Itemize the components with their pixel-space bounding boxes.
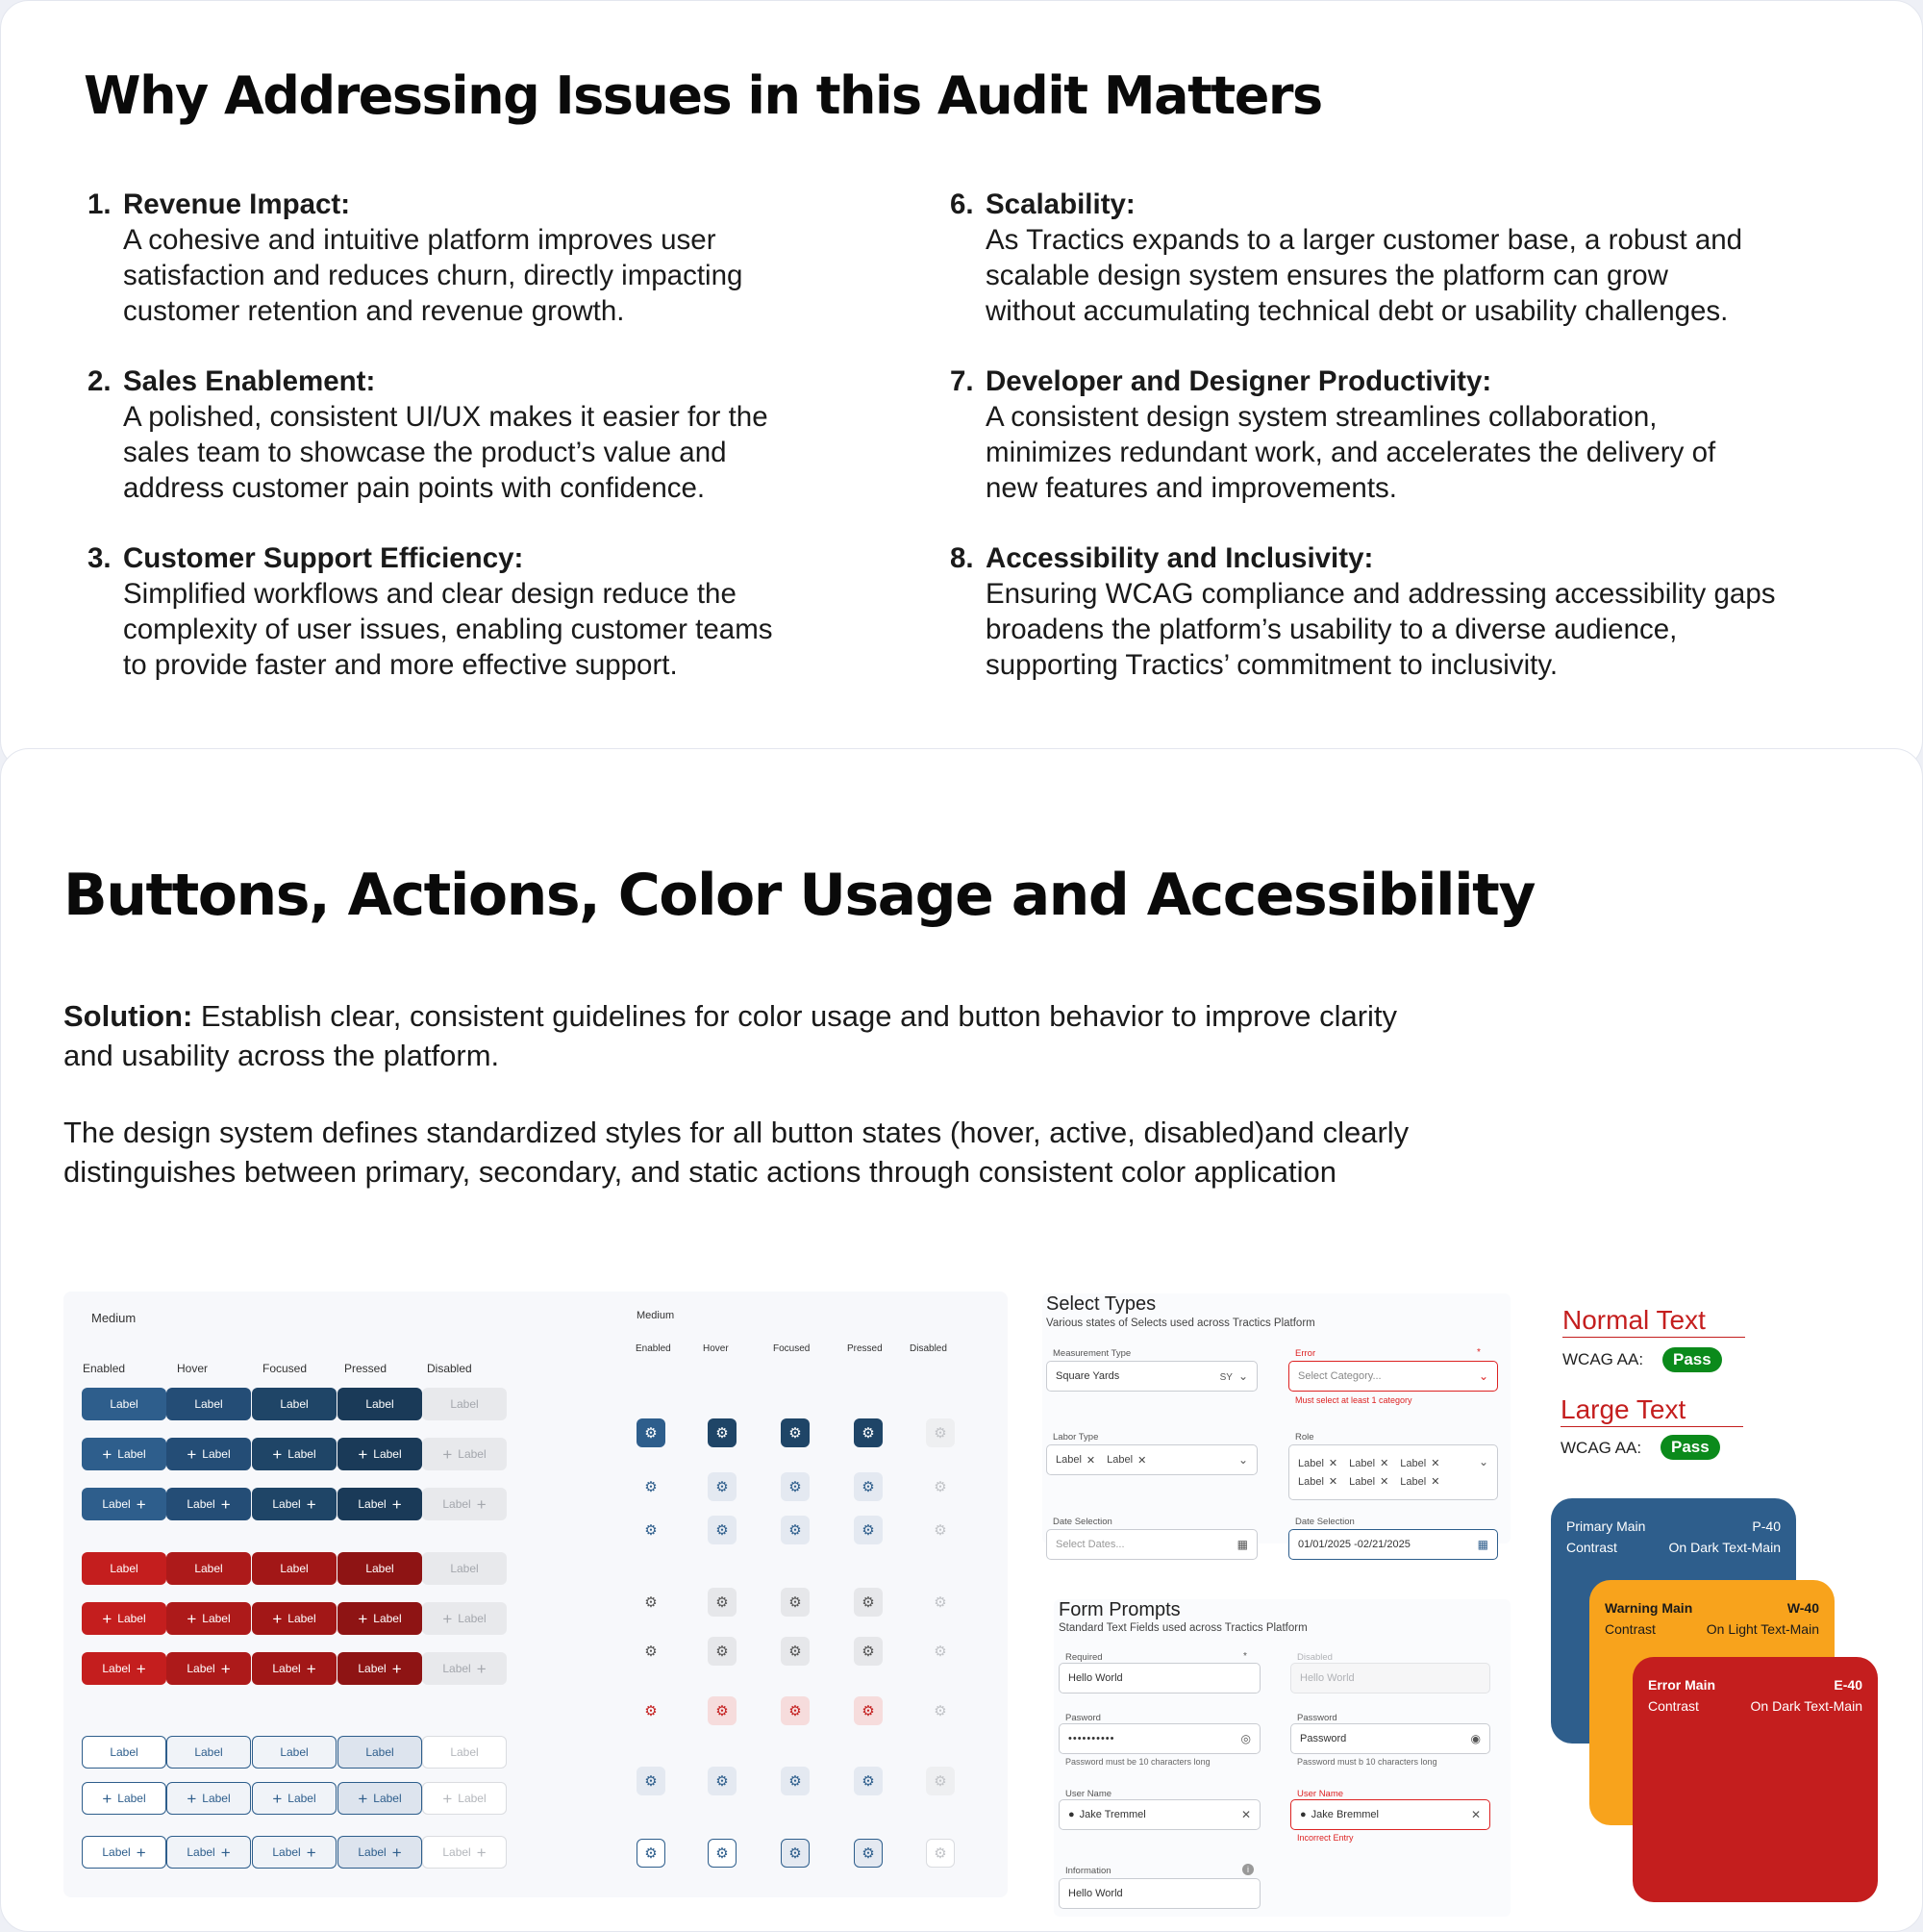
label-button[interactable]: + Label bbox=[166, 1782, 251, 1815]
date-label-2: Date Selection bbox=[1295, 1517, 1355, 1527]
plus-icon: + bbox=[102, 1789, 112, 1808]
plus-icon: + bbox=[187, 1789, 197, 1808]
label-button[interactable]: + Label bbox=[166, 1438, 251, 1470]
gear-icon[interactable]: ⚙ bbox=[708, 1637, 737, 1666]
disabled-field: Hello World bbox=[1290, 1663, 1490, 1694]
password-label-2: Password bbox=[1297, 1713, 1337, 1723]
plus-icon: + bbox=[136, 1843, 146, 1862]
plus-icon: + bbox=[102, 1444, 112, 1464]
design-system-paragraph: The design system defines standardized styles for all button states (hover, active, disabled)and clearly distinguishes between primary, secondary, and static actions through consistent color application bbox=[63, 1116, 1410, 1189]
label-button[interactable]: + Label bbox=[252, 1438, 337, 1470]
plus-icon: + bbox=[476, 1494, 487, 1514]
state-label-disabled: Disabled bbox=[427, 1362, 472, 1375]
gear-icon[interactable]: ⚙ bbox=[708, 1516, 737, 1544]
disabled-label-button: + Label bbox=[422, 1438, 507, 1470]
gear-icon[interactable]: ⚙ bbox=[854, 1588, 883, 1617]
label-button[interactable]: Label bbox=[252, 1736, 337, 1769]
wcag-label-2: WCAG AA: bbox=[1561, 1439, 1642, 1457]
plus-icon: + bbox=[358, 1444, 368, 1464]
required-field[interactable]: Hello World bbox=[1059, 1663, 1261, 1694]
plus-icon: + bbox=[391, 1843, 402, 1862]
gear-icon[interactable]: ⚙ bbox=[854, 1839, 883, 1868]
label-button[interactable]: + Label bbox=[337, 1782, 422, 1815]
label-button[interactable]: Label + bbox=[166, 1836, 251, 1869]
plus-icon: + bbox=[442, 1444, 453, 1464]
gear-icon[interactable]: ⚙ bbox=[781, 1696, 810, 1725]
button-matrix-panel bbox=[63, 1292, 1008, 1897]
username-field[interactable]: ● Jake Tremmel ✕ bbox=[1059, 1799, 1261, 1830]
close-icon[interactable]: ✕ bbox=[1431, 1476, 1440, 1488]
icon-state-label-disabled: Disabled bbox=[910, 1343, 947, 1354]
size-label-icons: Medium bbox=[637, 1310, 675, 1321]
gear-icon[interactable]: ⚙ bbox=[708, 1839, 737, 1868]
role-select[interactable]: Label ✕ Label ✕ Label ✕ Label ✕ Label ✕ Label ✕ ⌄ bbox=[1288, 1444, 1498, 1500]
audit-matters-card bbox=[0, 0, 1923, 769]
label-button[interactable]: + Label bbox=[337, 1438, 422, 1470]
calendar-icon[interactable]: ▦ bbox=[1477, 1538, 1488, 1551]
plus-icon: + bbox=[272, 1789, 283, 1808]
list-item: 7. Developer and Designer Productivity: A consistent design system streamlines collaboration, minimizes redundant work, and accelerates the delivery of new features and improvements. bbox=[950, 365, 1716, 504]
disabled-label-button: Label bbox=[422, 1388, 507, 1420]
gear-icon[interactable]: ⚙ bbox=[637, 1418, 665, 1447]
form-prompts-title: Form Prompts bbox=[1059, 1599, 1181, 1620]
close-icon[interactable]: ✕ bbox=[1380, 1476, 1389, 1488]
category-error: Must select at least 1 category bbox=[1295, 1395, 1412, 1405]
info-label: Information bbox=[1065, 1866, 1111, 1876]
select-types-title: Select Types bbox=[1046, 1293, 1157, 1315]
label-button[interactable]: Label + bbox=[82, 1488, 166, 1520]
section1-title: Why Addressing Issues in this Audit Matters bbox=[84, 65, 1322, 126]
label-button[interactable]: Label + bbox=[337, 1836, 422, 1869]
gear-icon[interactable]: ⚙ bbox=[854, 1637, 883, 1666]
chevron-down-icon: ⌄ bbox=[1478, 1369, 1488, 1383]
gear-icon: ⚙ bbox=[926, 1839, 955, 1868]
measurement-select[interactable]: Square Yards SY ⌄ bbox=[1046, 1361, 1258, 1392]
plus-icon: + bbox=[220, 1843, 231, 1862]
plus-icon: + bbox=[102, 1609, 112, 1628]
password-field-2[interactable]: Password ◉ bbox=[1290, 1723, 1490, 1754]
audit-list-left bbox=[87, 187, 818, 683]
audit-list-right bbox=[950, 187, 1815, 683]
plus-icon: + bbox=[136, 1659, 146, 1678]
disabled-label: Disabled bbox=[1297, 1652, 1333, 1663]
gear-icon: ⚙ bbox=[934, 1594, 947, 1611]
role-label: Role bbox=[1295, 1432, 1314, 1443]
icon-state-label-focused: Focused bbox=[773, 1343, 811, 1354]
label-button[interactable]: Label bbox=[166, 1736, 251, 1769]
gear-icon[interactable]: ⚙ bbox=[854, 1767, 883, 1795]
gear-icon[interactable]: ⚙ bbox=[644, 1594, 658, 1611]
plus-icon: + bbox=[442, 1789, 453, 1808]
state-label-enabled: Enabled bbox=[83, 1362, 126, 1375]
solution-paragraph: Solution: Establish clear, consistent guidelines for color usage and button behavior to improve clarity and usability across the platform. bbox=[63, 999, 1398, 1072]
list-item: 1. Revenue Impact: A cohesive and intuitive platform improves user satisfaction and reduces churn, directly impacting customer retention and revenue growth. bbox=[87, 188, 743, 327]
info-field[interactable]: Hello World bbox=[1059, 1878, 1261, 1909]
password-help-2: Password must b 10 characters long bbox=[1297, 1757, 1437, 1767]
warning-color-card: Warning Main W-40 Contrast On Light Text-Main bbox=[1589, 1580, 1835, 1825]
state-label-focused: Focused bbox=[262, 1362, 308, 1375]
close-icon[interactable]: ✕ bbox=[1470, 1808, 1481, 1821]
calendar-icon[interactable]: ▦ bbox=[1236, 1538, 1248, 1551]
plus-icon: + bbox=[358, 1789, 368, 1808]
gear-icon[interactable]: ⚙ bbox=[708, 1696, 737, 1725]
plus-icon: + bbox=[358, 1609, 368, 1628]
state-label-pressed: Pressed bbox=[344, 1362, 387, 1375]
gear-icon[interactable]: ⚙ bbox=[637, 1839, 665, 1868]
size-label: Medium bbox=[91, 1311, 137, 1325]
primary-color-card: Primary Main P-40 Contrast On Dark Text-Main bbox=[1551, 1498, 1796, 1744]
gear-icon[interactable]: ⚙ bbox=[637, 1767, 665, 1795]
gear-icon[interactable]: ⚙ bbox=[644, 1522, 658, 1539]
list-item: 3. Customer Support Efficiency: Simplified workflows and clear design reduce the complexity of user issues, enabling customer teams to provide faster and more effective support. bbox=[87, 542, 773, 681]
disabled-label-button: Label bbox=[422, 1736, 507, 1769]
list-item: 2. Sales Enablement: A polished, consistent UI/UX makes it easier for the sales team to showcase the product’s value and address customer pain points with confidence. bbox=[87, 365, 768, 504]
label-button[interactable]: Label bbox=[252, 1388, 337, 1420]
close-icon[interactable]: ✕ bbox=[1328, 1458, 1338, 1469]
category-select[interactable]: Select Category... ⌄ bbox=[1288, 1361, 1498, 1392]
plus-icon: + bbox=[306, 1659, 316, 1678]
date-select[interactable]: Select Dates... ▦ bbox=[1046, 1529, 1258, 1560]
date-label: Date Selection bbox=[1053, 1517, 1112, 1527]
plus-icon: + bbox=[136, 1494, 146, 1514]
password-field[interactable]: •••••••••• ◎ bbox=[1059, 1723, 1261, 1754]
disabled-label-button: + Label bbox=[422, 1782, 507, 1815]
required-mark: * bbox=[1243, 1651, 1247, 1662]
info-icon[interactable]: i bbox=[1242, 1864, 1254, 1875]
eye-icon[interactable]: ◉ bbox=[1470, 1732, 1481, 1745]
gear-icon[interactable]: ⚙ bbox=[708, 1588, 737, 1617]
gear-icon: ⚙ bbox=[934, 1643, 947, 1660]
gear-icon: ⚙ bbox=[934, 1479, 947, 1495]
pass-badge: Pass bbox=[1662, 1347, 1722, 1372]
close-icon[interactable]: ✕ bbox=[1086, 1454, 1096, 1467]
label-button[interactable]: + Label bbox=[337, 1602, 422, 1635]
label-button[interactable]: Label bbox=[82, 1552, 166, 1585]
gear-icon[interactable]: ⚙ bbox=[644, 1479, 658, 1495]
label-button[interactable]: Label + bbox=[82, 1652, 166, 1685]
plus-icon: + bbox=[187, 1444, 197, 1464]
gear-icon[interactable]: ⚙ bbox=[781, 1588, 810, 1617]
required-mark: * bbox=[1477, 1347, 1481, 1358]
username-error-label: User Name bbox=[1297, 1789, 1344, 1799]
chevron-down-icon: ⌄ bbox=[1478, 1454, 1488, 1468]
icon-state-label-pressed: Pressed bbox=[847, 1343, 883, 1354]
label-button[interactable]: Label bbox=[166, 1552, 251, 1585]
gear-icon[interactable]: ⚙ bbox=[781, 1418, 810, 1447]
label-button[interactable]: + Label bbox=[252, 1602, 337, 1635]
label-button[interactable]: Label + bbox=[252, 1488, 337, 1520]
gear-icon[interactable]: ⚙ bbox=[854, 1418, 883, 1447]
plus-icon: + bbox=[306, 1843, 316, 1862]
gear-icon[interactable]: ⚙ bbox=[708, 1418, 737, 1447]
plus-icon: + bbox=[272, 1609, 283, 1628]
pass-badge: Pass bbox=[1661, 1435, 1720, 1460]
label-button[interactable]: Label bbox=[252, 1552, 337, 1585]
section2-title: Buttons, Actions, Color Usage and Accessibility bbox=[63, 862, 1535, 929]
plus-icon: + bbox=[442, 1609, 453, 1628]
disabled-label-button: Label + bbox=[422, 1836, 507, 1869]
gear-icon: ⚙ bbox=[926, 1418, 955, 1447]
label-button[interactable]: Label bbox=[82, 1388, 166, 1420]
buttons-card bbox=[0, 748, 1923, 1932]
plus-icon: + bbox=[306, 1494, 316, 1514]
user-icon: ● bbox=[1068, 1809, 1075, 1820]
close-icon[interactable]: ✕ bbox=[1328, 1476, 1338, 1488]
large-text-title: Large Text bbox=[1561, 1394, 1743, 1427]
close-icon[interactable]: ✕ bbox=[1380, 1458, 1389, 1469]
gear-icon: ⚙ bbox=[926, 1767, 955, 1795]
close-icon[interactable]: ✕ bbox=[1431, 1458, 1440, 1469]
plus-icon: + bbox=[391, 1494, 402, 1514]
gear-icon[interactable]: ⚙ bbox=[781, 1516, 810, 1544]
error-color-card: Error Main E-40 Contrast On Dark Text-Main bbox=[1633, 1657, 1878, 1902]
plus-icon: + bbox=[476, 1843, 487, 1862]
gear-icon[interactable]: ⚙ bbox=[644, 1703, 658, 1719]
disabled-label-button: Label + bbox=[422, 1488, 507, 1520]
date-range-select[interactable]: 01/01/2025 -02/21/2025 ▦ bbox=[1288, 1529, 1498, 1560]
label-button[interactable]: + Label bbox=[252, 1782, 337, 1815]
label-button[interactable]: Label + bbox=[337, 1488, 422, 1520]
plus-icon: + bbox=[476, 1659, 487, 1678]
label-button[interactable]: + Label bbox=[82, 1782, 166, 1815]
gear-icon[interactable]: ⚙ bbox=[854, 1516, 883, 1544]
measurement-label: Measurement Type bbox=[1053, 1348, 1132, 1359]
user-icon: ● bbox=[1300, 1809, 1307, 1820]
plus-icon: + bbox=[220, 1494, 231, 1514]
close-icon[interactable]: ✕ bbox=[1137, 1454, 1147, 1467]
close-icon[interactable]: ✕ bbox=[1240, 1808, 1251, 1821]
labor-select[interactable]: Label ✕ Label ✕ ⌄ bbox=[1046, 1444, 1258, 1475]
disabled-label-button: Label + bbox=[422, 1652, 507, 1685]
gear-icon[interactable]: ⚙ bbox=[781, 1839, 810, 1868]
chevron-down-icon: ⌄ bbox=[1237, 1369, 1248, 1383]
error-label: Error bbox=[1295, 1348, 1316, 1359]
username-label: User Name bbox=[1065, 1789, 1112, 1799]
label-button[interactable]: Label + bbox=[337, 1652, 422, 1685]
label-button[interactable]: Label bbox=[337, 1388, 422, 1420]
disabled-label-button: + Label bbox=[422, 1602, 507, 1635]
eye-off-icon[interactable]: ◎ bbox=[1240, 1732, 1251, 1745]
label-button[interactable]: Label bbox=[82, 1736, 166, 1769]
label-button[interactable]: Label + bbox=[252, 1836, 337, 1869]
username-error-field[interactable]: ● Jake Bremmel ✕ bbox=[1290, 1799, 1490, 1830]
gear-icon[interactable]: ⚙ bbox=[708, 1767, 737, 1795]
plus-icon: + bbox=[220, 1659, 231, 1678]
form-prompts-subtitle: Standard Text Fields used across Tractics Platform bbox=[1059, 1622, 1308, 1634]
plus-icon: + bbox=[187, 1609, 197, 1628]
list-item: 6. Scalability: As Tractics expands to a larger customer base, a robust and scalable design system ensures the platform can grow without accumulating technical debt or usability challenges. bbox=[950, 188, 1743, 327]
gear-icon[interactable]: ⚙ bbox=[644, 1643, 658, 1660]
icon-state-label-hover: Hover bbox=[703, 1343, 729, 1354]
label-button[interactable]: Label + bbox=[82, 1836, 166, 1869]
labor-label: Labor Type bbox=[1053, 1432, 1099, 1443]
password-label: Pasword bbox=[1065, 1713, 1101, 1723]
label-button[interactable]: Label + bbox=[166, 1652, 251, 1685]
label-button[interactable]: Label bbox=[166, 1388, 251, 1420]
label-button[interactable]: Label bbox=[337, 1736, 422, 1769]
gear-icon[interactable]: ⚙ bbox=[781, 1472, 810, 1501]
label-button[interactable]: Label bbox=[337, 1552, 422, 1585]
normal-text-title: Normal Text bbox=[1562, 1305, 1745, 1338]
select-types-subtitle: Various states of Selects used across Tractics Platform bbox=[1046, 1317, 1315, 1329]
plus-icon: + bbox=[391, 1659, 402, 1678]
chevron-down-icon: ⌄ bbox=[1237, 1453, 1248, 1467]
gear-icon: ⚙ bbox=[934, 1703, 947, 1719]
form-prompts-panel bbox=[1054, 1599, 1511, 1917]
username-error: Incorrect Entry bbox=[1297, 1833, 1354, 1843]
list-item: 8. Accessibility and Inclusivity: Ensuring WCAG compliance and addressing accessibility gaps broadens the platform’s usability to a diverse audience, supporting Tractics’ commitment to inclusivity. bbox=[950, 542, 1776, 681]
label-button[interactable]: + Label bbox=[166, 1602, 251, 1635]
label-button[interactable]: + Label bbox=[82, 1438, 166, 1470]
icon-state-label-enabled: Enabled bbox=[636, 1343, 671, 1354]
gear-icon[interactable]: ⚙ bbox=[708, 1472, 737, 1501]
gear-icon[interactable]: ⚙ bbox=[781, 1767, 810, 1795]
wcag-label: WCAG AA: bbox=[1562, 1350, 1644, 1368]
plus-icon: + bbox=[272, 1444, 283, 1464]
gear-icon[interactable]: ⚙ bbox=[781, 1637, 810, 1666]
label-button[interactable]: + Label bbox=[82, 1602, 166, 1635]
gear-icon[interactable]: ⚙ bbox=[854, 1472, 883, 1501]
label-button[interactable]: Label + bbox=[252, 1652, 337, 1685]
gear-icon: ⚙ bbox=[934, 1522, 947, 1539]
state-label-hover: Hover bbox=[177, 1362, 209, 1375]
gear-icon[interactable]: ⚙ bbox=[854, 1696, 883, 1725]
select-types-panel bbox=[1042, 1293, 1511, 1551]
password-help: Password must be 10 characters long bbox=[1065, 1757, 1211, 1767]
disabled-label-button: Label bbox=[422, 1552, 507, 1585]
label-button[interactable]: Label + bbox=[166, 1488, 251, 1520]
required-label: Required bbox=[1065, 1652, 1103, 1663]
